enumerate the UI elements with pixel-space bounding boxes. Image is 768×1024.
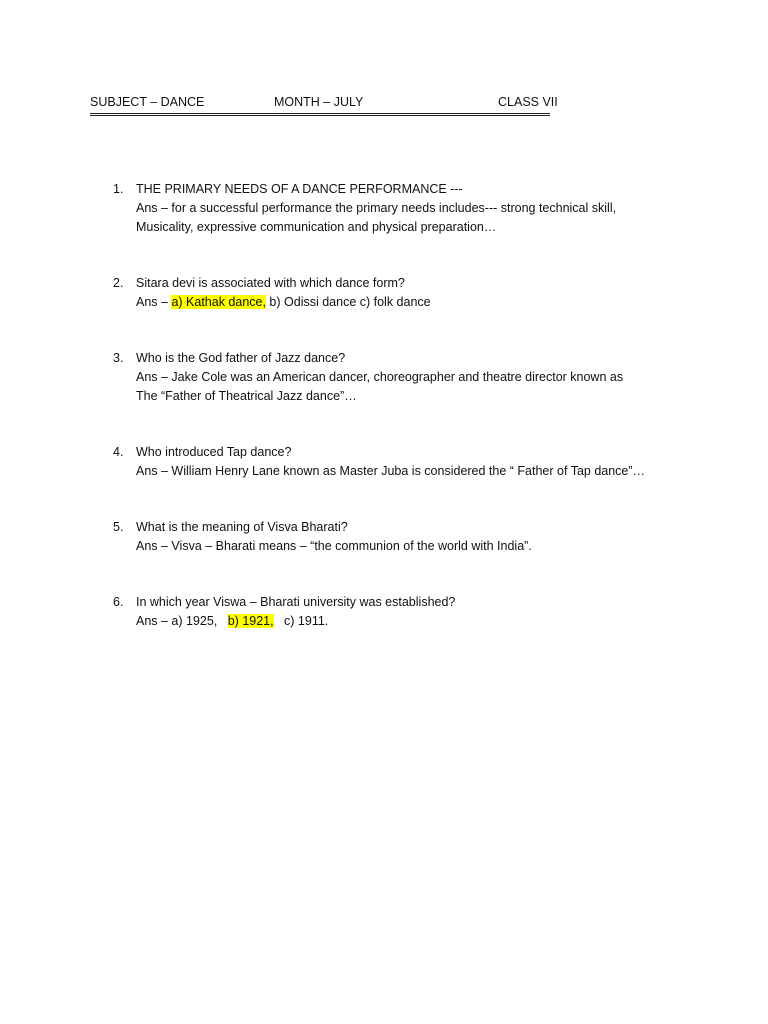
answer-text bbox=[136, 293, 431, 312]
question-text: THE PRIMARY NEEDS OF A DANCE PERFORMANCE --- bbox=[136, 182, 463, 196]
subject-label: SUBJECT – DANCE bbox=[90, 95, 205, 109]
question-body bbox=[136, 349, 623, 406]
answer-prefix: Ans – bbox=[136, 295, 172, 309]
answer-text: Ans – for a successful performance the primary needs includes--- strong technical skill, bbox=[136, 201, 617, 215]
question-body bbox=[136, 443, 645, 481]
question-text: What is the meaning of Visva Bharati? bbox=[136, 520, 348, 534]
answer-text: Ans – Visva – Bharati means – “the communion of the world with India”. bbox=[136, 539, 532, 553]
class-label: CLASS VII bbox=[498, 95, 558, 109]
question-text: Who is the God father of Jazz dance? bbox=[136, 351, 346, 365]
answer-options: c) 1911. bbox=[273, 614, 329, 628]
question-text: Sitara devi is associated with which dance form? bbox=[136, 276, 405, 290]
answer-text-continued: Musicality, expressive communication and physical preparation… bbox=[136, 220, 497, 234]
question-body bbox=[136, 593, 455, 631]
question-text: Who introduced Tap dance? bbox=[136, 445, 292, 459]
answer-options: b) Odissi dance c) folk dance bbox=[265, 295, 431, 309]
question-body bbox=[136, 274, 431, 312]
question-number: 6. bbox=[113, 595, 124, 609]
answer-text-continued: The “Father of Theatrical Jazz dance”… bbox=[136, 389, 357, 403]
question-number: 1. bbox=[113, 182, 124, 196]
question-number: 3. bbox=[113, 351, 124, 365]
question-number: 4. bbox=[113, 445, 124, 459]
question-number: 2. bbox=[113, 276, 124, 290]
answer-text: Ans – Jake Cole was an American dancer, choreographer and theatre director known as bbox=[136, 370, 624, 384]
question-body bbox=[136, 518, 532, 556]
answer-text: Ans – William Henry Lane known as Master Juba is considered the “ Father of Tap dance”… bbox=[136, 464, 646, 478]
month-label: MONTH – JULY bbox=[274, 95, 364, 109]
highlighted-answer: a) Kathak dance, bbox=[171, 295, 266, 309]
document-header bbox=[90, 95, 558, 116]
question-number: 5. bbox=[113, 520, 124, 534]
question-body bbox=[136, 180, 616, 237]
answer-text bbox=[136, 612, 455, 631]
answer-prefix: Ans – a) 1925, bbox=[136, 614, 228, 628]
question-text: In which year Viswa – Bharati university was established? bbox=[136, 595, 456, 609]
highlighted-answer: b) 1921, bbox=[227, 614, 274, 628]
